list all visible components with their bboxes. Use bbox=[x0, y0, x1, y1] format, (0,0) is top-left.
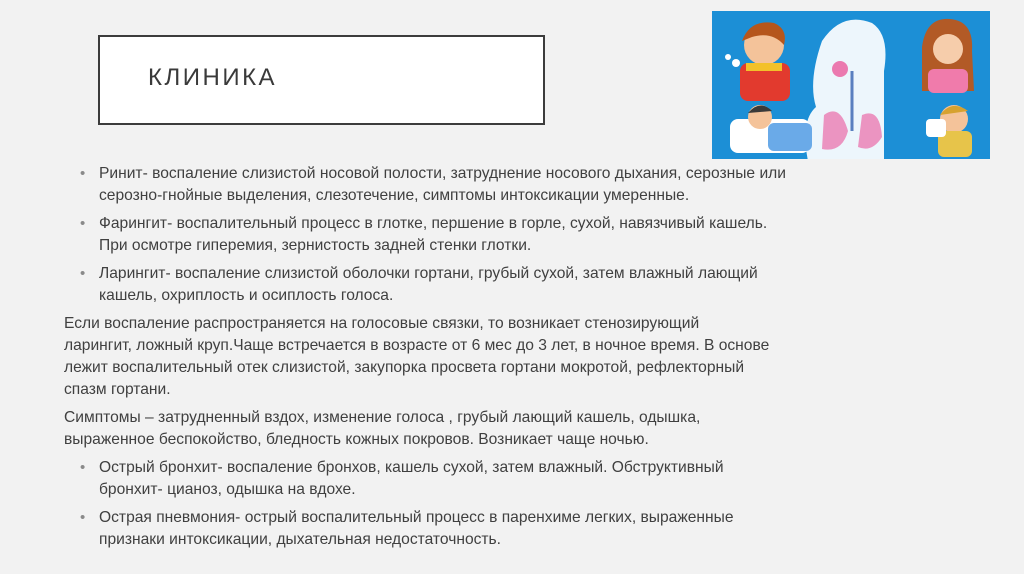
text-line: выраженное беспокойство, бледность кожных покровов. Возникает чаще ночью. bbox=[64, 431, 649, 448]
slide-title: КЛИНИКА bbox=[148, 64, 278, 91]
bullet-rhinitis bbox=[64, 163, 864, 207]
text-line: Острый бронхит- воспаление бронхов, кашель сухой, затем влажный. Обструктивный bbox=[99, 459, 724, 476]
bullet-dot: • bbox=[80, 265, 86, 282]
paragraph-croup bbox=[64, 313, 864, 401]
sick-girl-figure bbox=[922, 19, 974, 93]
bullet-dot: • bbox=[80, 509, 86, 526]
bullet-pharyngitis bbox=[64, 213, 864, 257]
bullet-bronchitis bbox=[64, 457, 864, 501]
bullet-laryngitis bbox=[64, 263, 864, 307]
text-line: Ларингит- воспаление слизистой оболочки гортани, грубый сухой, затем влажный лающий bbox=[99, 265, 758, 282]
bullet-dot: • bbox=[80, 165, 86, 182]
text-line: серозно-гнойные выделения, слезотечение, симптомы интоксикации умеренные. bbox=[99, 187, 690, 204]
text-line: Острая пневмония- острый воспалительный процесс в паренхиме легких, выраженные bbox=[99, 509, 734, 526]
text-line: Ринит- воспаление слизистой носовой полости, затруднение носового дыхания, серозные или bbox=[99, 165, 786, 182]
respiratory-illustration bbox=[712, 11, 990, 159]
text-line: лежит воспалительный отек слизистой, закупорка просвета гортани мокротой, рефлекторный bbox=[64, 359, 745, 376]
text-line: бронхит- цианоз, одышка на вдохе. bbox=[99, 481, 356, 498]
bullet-pneumonia bbox=[64, 507, 864, 551]
text-line: Симптомы – затрудненный вздох, изменение голоса , грубый лающий кашель, одышка, bbox=[64, 409, 701, 426]
text-line: признаки интоксикации, дыхательная недостаточность. bbox=[99, 531, 502, 548]
text-line: ларингит, ложный круп.Чаще встречается в возрасте от 6 мес до 3 лет, в ночное время. В основе bbox=[64, 337, 770, 354]
paragraph-symptoms bbox=[64, 407, 864, 451]
text-line: Фарингит- воспалительный процесс в глотке, першение в горле, сухой, навязчивый кашель. bbox=[99, 215, 768, 232]
content-body bbox=[64, 163, 864, 557]
text-line: спазм гортани. bbox=[64, 381, 171, 398]
text-line: При осмотре гиперемия, зернистость задней стенки глотки. bbox=[99, 237, 532, 254]
text-line: кашель, охриплость и осиплость голоса. bbox=[99, 287, 394, 304]
text-line: Если воспаление распространяется на голосовые связки, то возникает стенозирующий bbox=[64, 315, 700, 332]
bullet-dot: • bbox=[80, 215, 86, 232]
bullet-dot: • bbox=[80, 459, 86, 476]
